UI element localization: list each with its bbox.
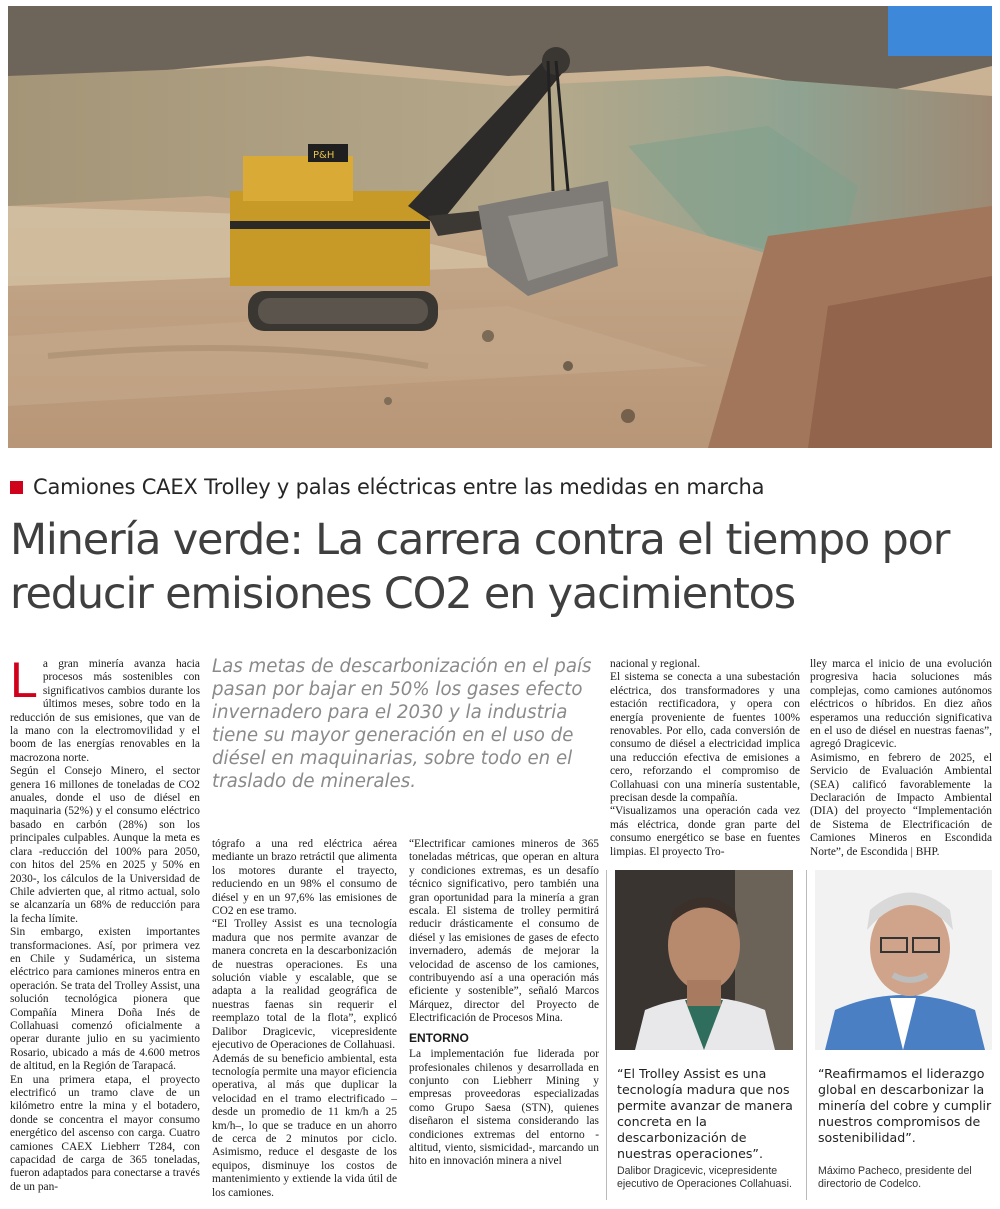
- column-2: [212, 838, 397, 1200]
- paragraph: Además de su beneficio ambiental, esta tecnología permite una mayor eficiencia operativa, al más que duplicar la velocidad en el tramo electrificado –desde un promedio de 11 km/h a 25 km/h–, lo que se traduce en un ahorro de cerca de 2 minutos por ciclo. Asimismo, reduce el desgaste de los equipos, disminuye los costos de mantenimiento y extiende la vida útil de los camiones.: [212, 1052, 397, 1199]
- paragraph: “El Trolley Assist es una tecnología madura que nos permite avanzar de manera concreta en la descarbonización de nuestras operaciones. Es una solución viable y escalable, que se adapta a la realidad geográfica de nuestras faenas sin requerir el reemplazo total de la flota”, explicó Dalibor Dragicevic, vicepresidente ejecutivo de Operaciones de Collahuasi.: [212, 918, 397, 1052]
- photo-caption-dragicevic: Dalibor Dragicevic, vicepresidente ejecutivo de Operaciones Collahuasi.: [617, 1165, 792, 1190]
- photo-caption-pacheco: Máximo Pacheco, presidente del directorio de Codelco.: [818, 1165, 972, 1190]
- paragraph: La implementación fue liderada por profesionales chilenos y desarrollada en conjunto con Liebherr Mining y empresas proveedoras especializadas como Grupo Saesa (STN), quienes diseñaron el sistema considerando las condiciones extremas del entorno -altitud, viento, sismicidad-, marcando un hito en innovación minera a nivel: [409, 1048, 599, 1168]
- column-4: [610, 658, 800, 859]
- hero-photo-mining-shovel: [8, 6, 992, 448]
- paragraph: “Electrificar camiones mineros de 365 toneladas métricas, que operan en altura y condiciones extremas, es un desafío técnico significativo, pero también una gran oportunidad para la minería a gran escala. El sistema de trolley permitirá reducir drásticamente el consumo de diésel y las emisiones de gases de efecto invernadero, además de mejorar la velocidad de ascenso de los camiones, contribuyendo así a una operación más eficiente y sostenible”, señaló Marcos Márquez, director del Proyecto de Electrificación de Procesos Mina.: [409, 838, 599, 1025]
- paragraph: a gran minería avanza hacia procesos más sostenibles con significativos cambios durante los últimos meses, sobre todo en la reducción de sus emisiones, que van de la mano con la electromovilidad y el boom de las energías renovables en la macrozona norte.: [10, 658, 200, 764]
- headline: Minería verde: La carrera contra el tiempo por reducir emisiones CO2 en yacimientos: [10, 515, 950, 619]
- paragraph: Sin embargo, existen importantes transformaciones. Así, por primera vez en Chile y Sudamérica, un sistema eléctrico para camiones mineros entra en operación. Se trata del Trolley Assist, una solución tecnológica pionera que Compañía Minera Doña Inés de Collahuasi comenzó oficialmente a operar durante julio en su yacimiento Rosario, ubicado a más de 4.600 metros de altitud, en la Región de Tarapacá.: [10, 926, 200, 1073]
- paragraph: nacional y regional.: [610, 658, 701, 670]
- column-rule: [606, 870, 607, 1200]
- column-rule: [806, 870, 807, 1200]
- paragraph: Asimismo, en febrero de 2025, el Servicio de Evaluación Ambiental (SEA) calificó favorablemente la Declaración de Impacto Ambiental (DIA) del proyecto “Implementación de Sistema de Electrificación de Camiones Mineros en Escondida Norte”, de Escondida | BHP.: [810, 751, 992, 858]
- kicker: [10, 470, 764, 504]
- photo-quote-dragicevic: “El Trolley Assist es una tecnología madura que nos permite avanzar de manera concreta en la descarbonización de nuestras operaciones”.: [617, 1066, 793, 1161]
- photo-quote-pacheco: “Reafirmamos el liderazgo global en descarbonizar la minería del cobre y cumplir nuestros compromisos de sostenibilidad”.: [818, 1066, 992, 1145]
- paragraph: lley marca el inicio de una evolución progresiva hacia soluciones más complejas, como camiones autónomos eléctricos o híbridos. En diez años esperamos una reducción significativa en el uso de diésel en nuestras faenas”, agregó Dragicevic.: [810, 658, 992, 751]
- kicker-square-icon: [10, 481, 23, 494]
- pullquote: Las metas de descarbonización en el país pasan por bajar en 50% los gases efecto invernadero para el 2030 y la industria tiene su mayor generación en el uso de diésel en maquinarias, sobre todo en el traslado de minerales.: [212, 656, 592, 792]
- section-subhead: ENTORNO: [409, 1030, 469, 1045]
- shovel-label: P&H: [313, 150, 335, 161]
- paragraph: Según el Consejo Minero, el sector genera 16 millones de toneladas de CO2 anuales, donde el uso de diésel en maquinaria (52%) y el consumo eléctrico basado en carbón (28%) son los principales culpables. Aunque la meta es clara -reducción del 100% para 2050, con hitos del 25% en 2025 y 50% en 2030-, los cálculos de la Universidad de Chile advierten que, al ritmo actual, solo se alcanzaría un 68% de reducción para la fecha límite.: [10, 765, 200, 925]
- paragraph: El sistema se conecta a una subestación eléctrica, dos transformadores y una estación rectificadora, y opera con energía proveniente de fuentes 100% renovables. Por ello, cada conversión de consumo de diésel a electricidad implica una reducción efectiva de emisiones a cero, reforzando el compromiso de Collahuasi con una minería sustentable, precisan desde la compañía.: [610, 671, 800, 805]
- kicker-text: Camiones CAEX Trolley y palas eléctricas entre las medidas en marcha: [33, 475, 765, 499]
- portrait-dalibor-dragicevic: [615, 870, 793, 1050]
- column-1: [10, 652, 200, 1194]
- portrait-maximo-pacheco: [815, 870, 992, 1050]
- paragraph: tógrafo a una red eléctrica aérea mediante un brazo retráctil que alimenta los motores durante el trayecto, reduciendo en un 98% el consumo de diésel y en un 97,6% las emisiones de CO2 en ese tramo.: [212, 838, 397, 918]
- dropcap: L: [10, 652, 38, 708]
- paragraph: “Visualizamos una operación cada vez más eléctrica, donde gran parte del consumo energético se base en fuentes limpias. El proyecto Tro-: [610, 805, 800, 858]
- paragraph: En una primera etapa, el proyecto electrificó un tramo clave de un kilómetro entre la mina y el botadero, donde se concentra el mayor consumo energético del ascenso con carga. Cuatro camiones CAEX Liebherr T284, con capacidad de carga de 365 toneladas, fueron adaptados para conectarse a través de un pan-: [10, 1073, 200, 1193]
- column-5: [810, 658, 992, 859]
- column-3: [409, 838, 599, 1169]
